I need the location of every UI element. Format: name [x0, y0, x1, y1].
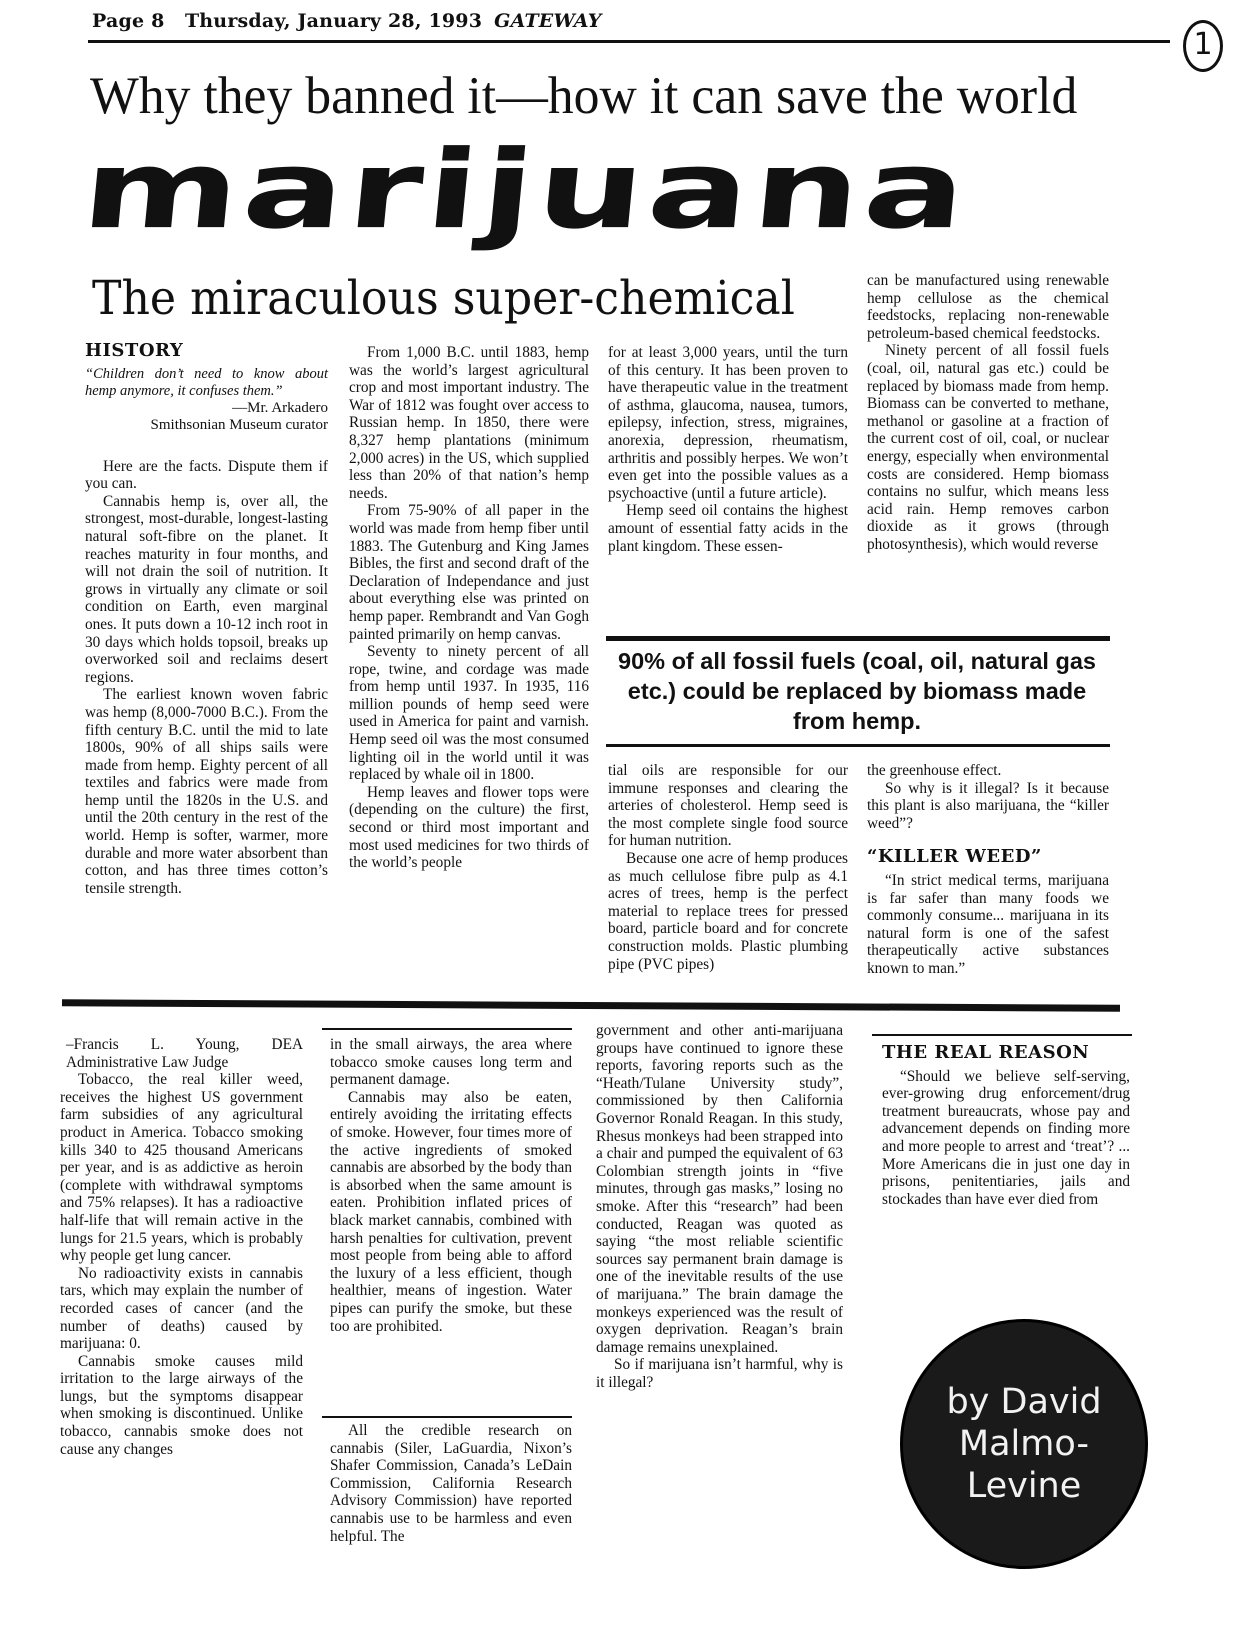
main-headline: marijuana	[77, 127, 976, 254]
article-column-4-continued	[867, 762, 1109, 978]
paragraph: can be manufactured using renewable hemp cellulose as the chemical feedstocks, replacing non-renewable petroleum-based chemical feedstocks.	[867, 272, 1109, 342]
folio-line	[92, 10, 602, 32]
fold-divider-rule	[62, 999, 1120, 1012]
section-heading-killer-weed: “KILLER WEED”	[867, 846, 1042, 868]
pull-quote: 90% of all fossil fuels (coal, oil, natural gas etc.) could be replaced by biomass made from hemp.	[618, 648, 1096, 734]
column-separator-rule	[322, 1416, 572, 1418]
paragraph: for at least 3,000 years, until the turn of this century. It has been proven to have therapeutic value in the treatment of asthma, glaucoma, nausea, tumors, epilepsy, infection, stress, migraines, anorexia, depression, rheumatism, arthritis and possibly herpes. We won’t even get into the possible values as a psychoactive (until a future article).	[608, 344, 848, 502]
newspaper-name: GATEWAY	[494, 10, 602, 32]
paragraph: All the credible research on cannabis (Siler, LaGuardia, Nixon’s Shafer Commission, Canada’s LeDain Commission, California Research Advisory Commission) have reported cannabis use to be harmless and even helpful. The	[330, 1422, 572, 1545]
byline-badge	[900, 1319, 1148, 1569]
paragraph: So why is it illegal? Is it because this plant is also marijuana, the “killer weed”?	[867, 779, 1109, 832]
lower-column-2	[330, 1036, 572, 1335]
paragraph: Seventy to ninety percent of all rope, twine, and cordage was made from hemp until 1937. In 1935, 116 million pounds of hemp seed were used in America for paint and varnish. Hemp seed oil was the most consumed lighting oil in the world until it was replaced by whale oil in 1800.	[349, 643, 589, 784]
section-heading-history: HISTORY	[85, 340, 184, 361]
page-mark: 1	[1183, 20, 1223, 72]
byline-line: Malmo-	[958, 1424, 1090, 1464]
paragraph: Hemp leaves and flower tops were (depending on the culture) the first, second or third most important and most used medicines for two thirds of the world’s people	[349, 783, 589, 872]
pullquote-bottom-rule	[606, 744, 1110, 747]
paragraph: Because one acre of hemp produces as much cellulose fibre pulp as 4.1 acres of trees, hemp is the perfect material to replace trees for pressed board, particle board and for concrete construction molds. Plastic plumbing pipe (PVC pipes)	[608, 849, 848, 973]
paragraph: Cannabis smoke causes mild irritation to the large airways of the lungs, but the symptoms disappear when smoking is discontinued. Unlike tobacco, cannabis smoke does not cause any changes	[60, 1352, 303, 1458]
paragraph: Cannabis may also be eaten, entirely avoiding the irritating effects of smoke. However, four times more of the active ingredients of smoked cannabis are absorbed by the body than is absorbed when the same amount is eaten. Prohibition inflated prices of black market cannabis, combined with harsh penalties for cultivation, prevent most people from being able to afford the luxury of a less efficient, though healthier, means of ingestion. Water pipes can purify the smoke, but these too are prohibited.	[330, 1088, 572, 1335]
byline-line: Levine	[966, 1466, 1082, 1506]
attribution: –Francis L. Young, DEA Administrative Law Judge	[66, 1036, 303, 1071]
epigraph-author: —Mr. Arkadero	[232, 399, 328, 416]
lower-column-3	[596, 1022, 843, 1391]
lower-column-2-continued	[330, 1422, 572, 1545]
epigraph-quote: “Children don’t need to know about hemp anymore, it confuses them.”	[85, 365, 328, 399]
subheadline: The miraculous super-chemical	[92, 271, 795, 326]
paragraph: From 1,000 B.C. until 1883, hemp was the world’s largest agricultural crop and most important industry. The War of 1812 was fought over access to Russian hemp. In 1850, there were 8,327 hemp plantations (minimum 2,000 acres) in the US, which supplied less than 20% of that nation’s hemp needs.	[349, 344, 589, 502]
article-column-1	[85, 342, 328, 897]
column-top-rule	[872, 1034, 1132, 1036]
paragraph: government and other anti-marijuana groups have continued to ignore these reports, favoring reports such as the “Heath/Tulane University study”, commissioned by then California Governor Ronald Reagan. In this study, Rhesus monkeys had been strapped into a chair and pumped the equivalent of 63 Colombian strength joints in “five minutes, through gas masks,” losing no smoke. After this “research” had been conducted, Reagan was quoted as saying “the most reliable scientific sources say permanent brain damage is one of the inevitable results of the use of marijuana.” The brain damage the monkeys experienced was the result of oxygen deprivation. Reagan’s brain damage remains unexplained.	[596, 1022, 843, 1356]
paragraph: “In strict medical terms, marijuana is far safer than many foods we commonly consume... marijuana in its natural form is one of the safest therapeutically active substances known to man.”	[867, 871, 1109, 977]
paragraph: No radioactivity exists in cannabis tars, which may explain the number of recorded cases of cancer (and the number of deaths) caused by marijuana: 0.	[60, 1264, 303, 1353]
article-column-2	[349, 344, 589, 872]
epigraph-title: Smithsonian Museum curator	[150, 416, 328, 433]
paragraph: the greenhouse effect.	[867, 762, 1002, 779]
kicker-headline: Why they banned it—how it can save the world	[90, 67, 1078, 125]
article-column-3	[608, 344, 848, 555]
lower-column-4	[882, 1044, 1130, 1208]
lower-column-1	[60, 1036, 303, 1458]
paragraph: Hemp seed oil contains the highest amount of essential fatty acids in the plant kingdom. These essen-	[608, 502, 848, 555]
paragraph: So if marijuana isn’t harmful, why is it illegal?	[596, 1356, 843, 1391]
paragraph: Here are the facts. Dispute them if you can.	[85, 457, 328, 493]
page-label: Page 8	[92, 10, 165, 32]
article-column-4	[867, 272, 1109, 554]
paragraph: tial oils are responsible for our immune responses and clearing the arteries of cholesterol. Hemp seed is the most complete single food source for human nutrition.	[608, 762, 848, 850]
paragraph: From 75-90% of all paper in the world was made from hemp fiber until 1883. The Gutenburg and King James Bibles, the first and second draft of the Declaration of Independance and just about everything else was printed on hemp paper. Rembrandt and Van Gogh painted primarily on hemp canvas.	[349, 502, 589, 643]
issue-date: Thursday, January 28, 1993	[184, 10, 483, 32]
article-column-3-continued	[608, 762, 848, 973]
paragraph: The earliest known woven fabric was hemp (8,000-7000 B.C.). From the fifth century B.C. until the mid to late 1800s, 90% of all ships sails were made from hemp. Eighty percent of all textiles and fabrics were made from hemp until the 1820s in the U.S. and until the 20th century in the rest of the world. Hemp is softer, warmer, more durable and more water absorbent than cotton, and has three times cotton’s tensile strength.	[85, 686, 328, 897]
paragraph: Cannabis hemp is, over all, the strongest, most-durable, longest-lasting natural soft-fibre on the planet. It reaches maturity in four months, and will not drain the soil of nutrition. It grows in virtually any climate or soil condition on Earth, even marginal ones. It puts down a 10-12 inch root in 30 days which holds topsoil, breaks up overworked soil and reclaims desert regions.	[85, 492, 328, 686]
masthead-rule	[88, 40, 1170, 43]
pullquote-top-rule	[606, 636, 1110, 641]
paragraph: Ninety percent of all fossil fuels (coal, oil, natural gas etc.) could be replaced by biomass made from hemp. Biomass can be converted to methane, methanol or gasoline at a fraction of the current cost of oil, coal, or nuclear energy, especially when environmental costs are considered. Hemp biomass contains no sulfur, which means less acid rain. Hemp removes carbon dioxide as it grows (through photosynthesis), which would reverse	[867, 342, 1109, 553]
paragraph: Tobacco, the real killer weed, receives the highest US government farm subsidies of any agricultural product in America. Tobacco smoking kills 340 to 425 thousand Americans per year, and is as addictive as heroin (complete with withdrawal symptoms and 75% relapses). It has a radioactive half-life that will remain active in the lungs for 21.5 years, which is probably why people get lung cancer.	[60, 1071, 303, 1265]
section-heading-real-reason: THE REAL REASON	[882, 1042, 1090, 1063]
paragraph: in the small airways, the area where tobacco smoke causes long term and permanent damage.	[330, 1036, 572, 1089]
byline-line: by David	[946, 1382, 1102, 1422]
paragraph: “Should we believe self-serving, ever-growing drug enforcement/drug treatment bureaucrats, whose pay and advancement depends on finding more and more people to arrest and ‘treat’? ... More Americans die in just one day in prisons, penitentiaries, jails and stockades than have ever died from	[882, 1067, 1130, 1208]
column-top-rule	[322, 1028, 572, 1030]
